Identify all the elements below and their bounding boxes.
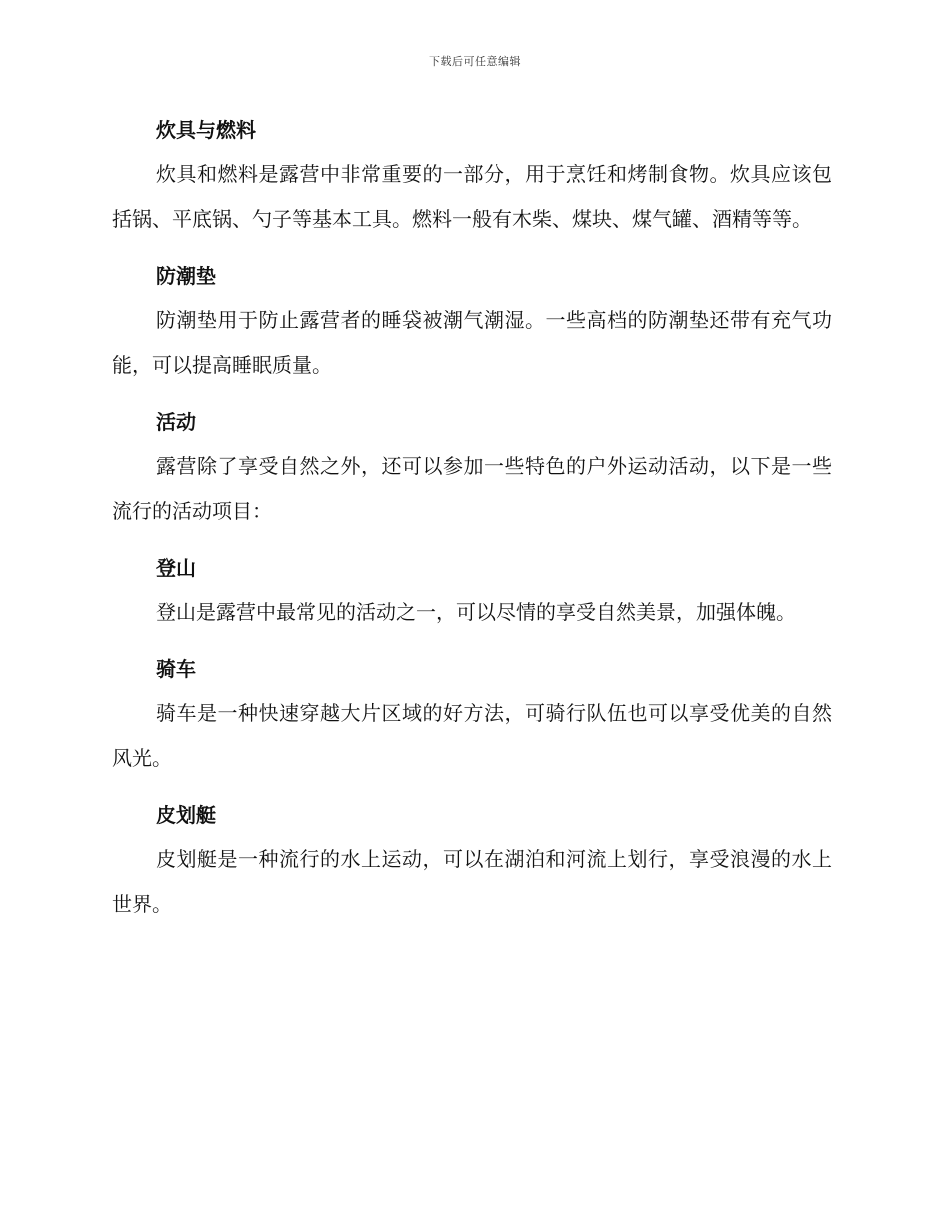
section-title: 防潮垫 bbox=[156, 264, 216, 288]
section-moisture-pad bbox=[112, 254, 832, 388]
section-activities bbox=[112, 400, 832, 534]
section-paragraph: 皮划艇是一种流行的水上运动，可以在湖泊和河流上划行，享受浪漫的水上世界。 bbox=[112, 847, 832, 916]
section-paragraph: 登山是露营中最常见的活动之一，可以尽情的享受自然美景，加强体魄。 bbox=[156, 600, 796, 624]
section-title: 活动 bbox=[156, 410, 196, 434]
section-cycling bbox=[112, 647, 832, 781]
section-title: 登山 bbox=[156, 556, 196, 580]
section-title: 皮划艇 bbox=[156, 803, 216, 827]
section-hiking bbox=[112, 546, 832, 635]
section-title: 炊具与燃料 bbox=[156, 118, 256, 142]
document-body bbox=[112, 108, 832, 927]
section-paragraph: 防潮垫用于防止露营者的睡袋被潮气潮湿。一些高档的防潮垫还带有充气功能，可以提高睡眠质量。 bbox=[112, 308, 832, 377]
section-kayaking bbox=[112, 793, 832, 927]
header-note: 下载后可任意编辑 bbox=[429, 55, 521, 68]
section-title: 骑车 bbox=[156, 657, 196, 681]
section-paragraph: 炊具和燃料是露营中非常重要的一部分，用于烹饪和烤制食物。炊具应该包括锅、平底锅、勺子等基本工具。燃料一般有木柴、煤块、煤气罐、酒精等等。 bbox=[112, 162, 832, 231]
section-paragraph: 骑车是一种快速穿越大片区域的好方法，可骑行队伍也可以享受优美的自然风光。 bbox=[112, 701, 832, 770]
section-paragraph: 露营除了享受自然之外，还可以参加一些特色的户外运动活动，以下是一些流行的活动项目： bbox=[112, 454, 832, 523]
section-cookware-fuel bbox=[112, 108, 832, 242]
